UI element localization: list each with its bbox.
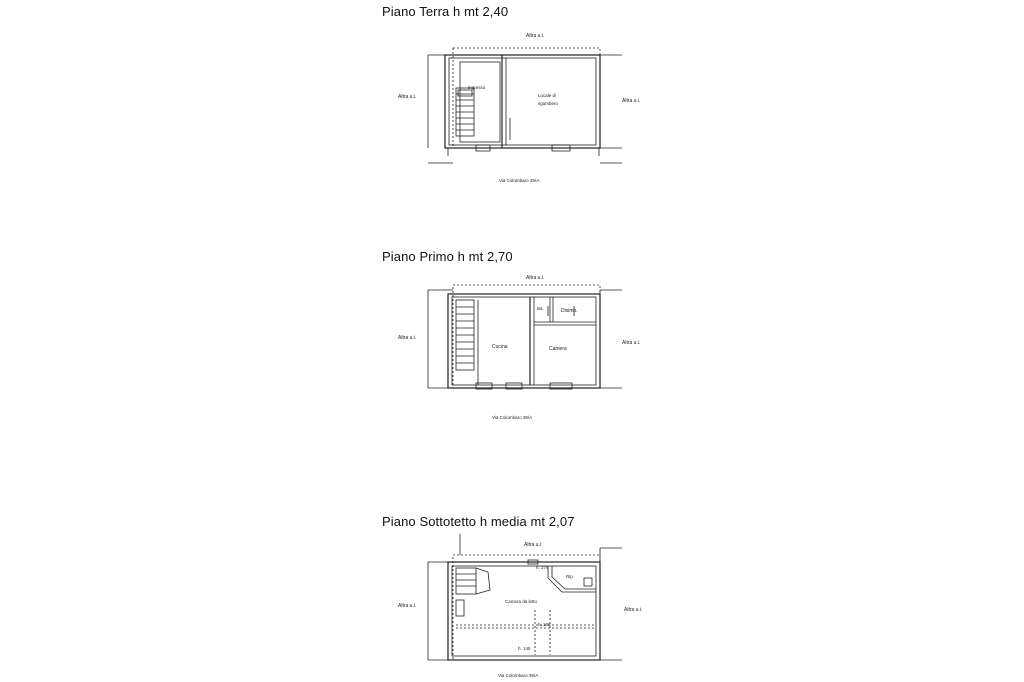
ground-right-neighbor-label: Altra u.i. (622, 98, 641, 104)
ground-top-neighbor-label: Altra u.i. (526, 33, 545, 39)
plan-first-floor (428, 285, 622, 389)
attic-top-neighbor-label: Altra u.i. (524, 542, 543, 548)
plan-attic-floor (428, 534, 622, 660)
attic-room-storage-label: Rip. (566, 574, 575, 579)
first-room-bath-label: Ba. (537, 306, 544, 311)
first-room-hall-label: Disimp. (561, 308, 578, 314)
first-street-label: Via Colombaro 39/A (492, 415, 533, 420)
ground-room-storage-label-2: sgombero (538, 101, 559, 106)
attic-street-label: Via Colombaro 39/A (498, 673, 539, 678)
floor-title-attic: Piano Sottotetto h media mt 2,07 (382, 514, 575, 529)
first-left-neighbor-label: Altra u.i. (398, 335, 417, 341)
ground-left-neighbor-label: Altra u.i. (398, 94, 417, 100)
first-room-kitchen-label: Cucina (492, 344, 508, 350)
first-room-bedroom-label: Camera (549, 346, 567, 352)
attic-height-mid-label: h. 150 (538, 622, 551, 627)
attic-height-bottom-label: h. 145 (518, 646, 531, 651)
floor-title-first: Piano Primo h mt 2,70 (382, 249, 513, 264)
attic-left-neighbor-label: Altra u.i. (398, 603, 417, 609)
attic-room-bedroom-label: Camera da letto (505, 599, 538, 604)
plan-ground-floor (428, 48, 622, 163)
ground-room-storage-label-1: Locale di (538, 93, 557, 98)
ground-street-label: Via Colombaro 39/A (499, 178, 540, 183)
floor-title-ground: Piano Terra h mt 2,40 (382, 4, 509, 19)
first-right-neighbor-label: Altra u.i. (622, 340, 641, 346)
attic-right-neighbor-label: Altra u.i. (624, 607, 643, 613)
ground-room-entrance-label: Ingresso (468, 85, 486, 90)
attic-height-top-label: h. 270 (536, 565, 549, 570)
first-top-neighbor-label: Altra u.i. (526, 275, 545, 281)
